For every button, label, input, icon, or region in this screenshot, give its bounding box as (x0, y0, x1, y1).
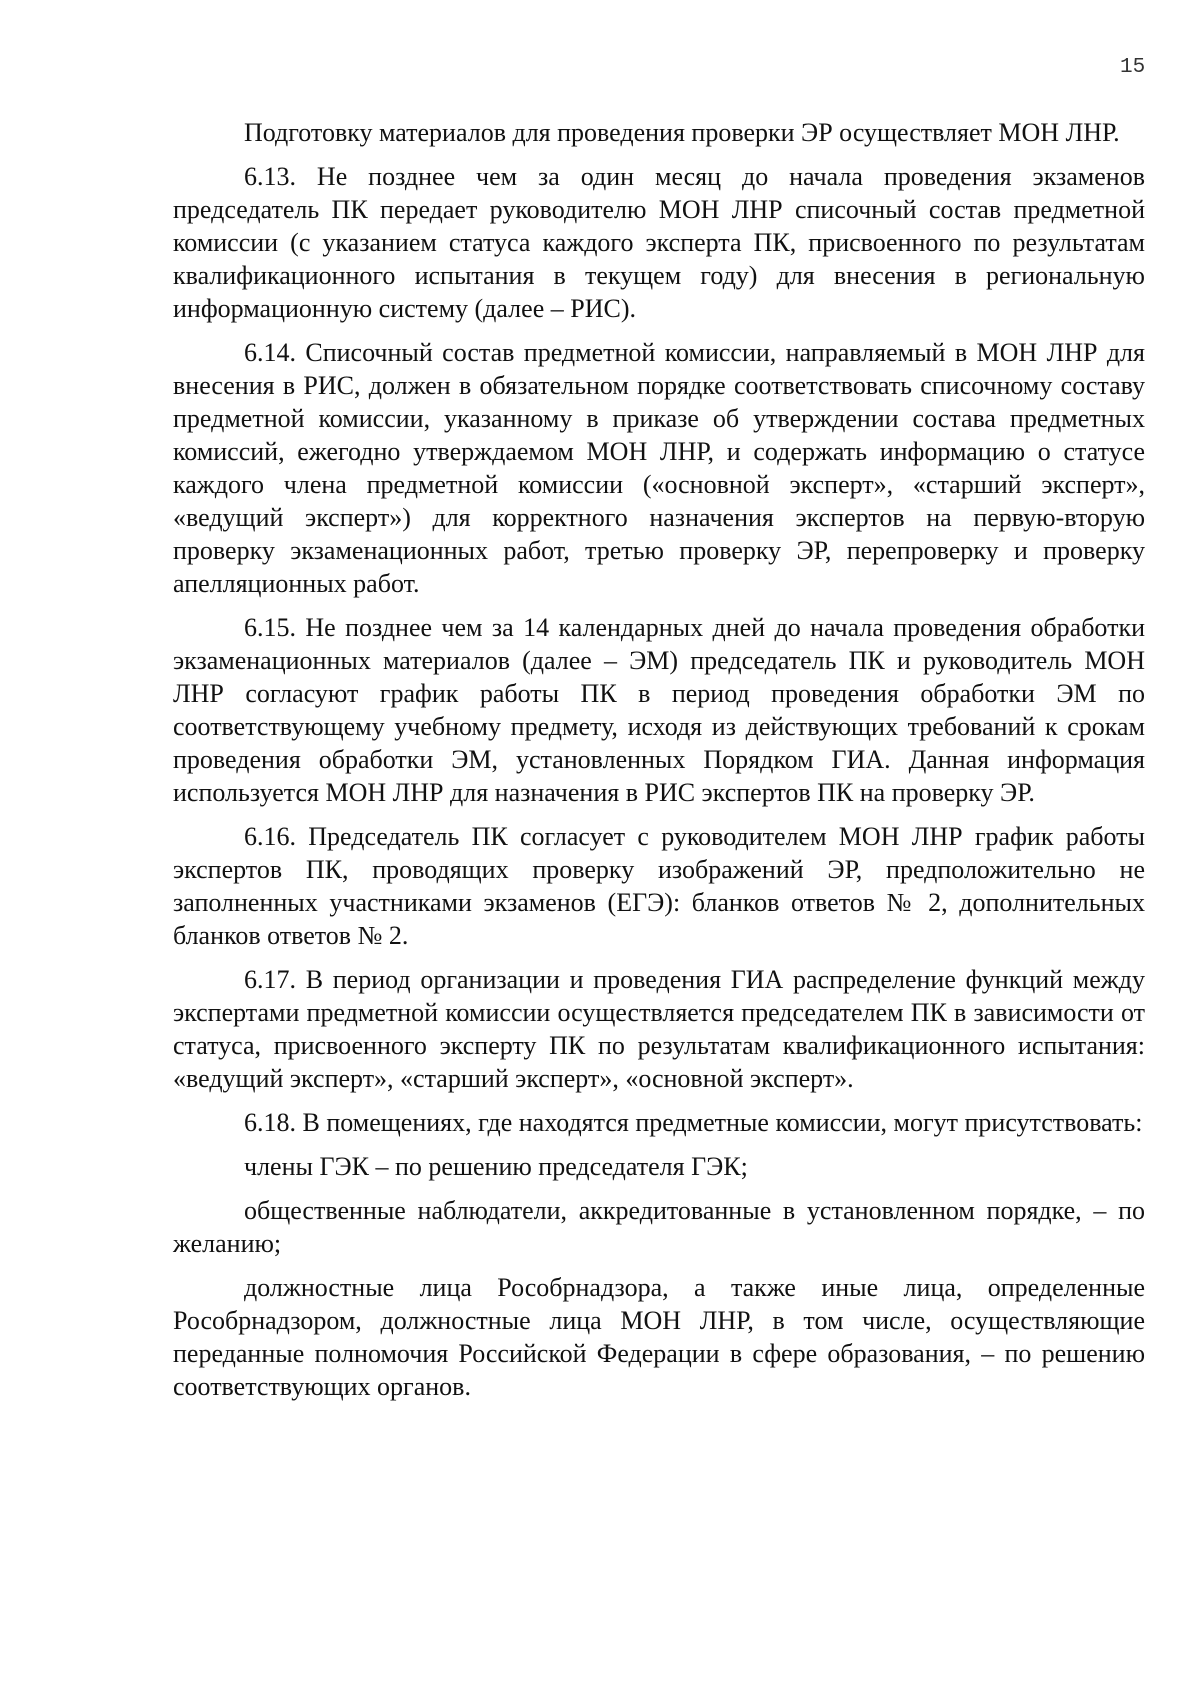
paragraph-intro: Подготовку материалов для проведения проверки ЭР осуществляет МОН ЛНР. (244, 118, 1120, 147)
paragraph-6-17: 6.17. В период организации и проведения ГИА распределение функций между экспертами предметной комиссии осуществляется председателем ПК в зависимости от статуса, присвоенного эксперту ПК по результатам квалификационного испытания: «ведущий эксперт», «старший эксперт», «основной эксперт». (173, 965, 1145, 1093)
paragraph-6-16: 6.16. Председатель ПК согласует с руководителем МОН ЛНР график работы экспертов ПК, проводящих проверку изображений ЭР, предположительно не заполненных участниками экзаменов (ЕГЭ): бланков ответов № 2, дополнительных бланков ответов № 2. (173, 822, 1145, 950)
page-number: 15 (1120, 56, 1146, 79)
paragraph-6-18: 6.18. В помещениях, где находятся предметные комиссии, могут присутствовать: (244, 1108, 1143, 1137)
list-item-public-observers: общественные наблюдатели, аккредитованные в установленном порядке, – по желанию; (173, 1196, 1145, 1258)
paragraph-6-13: 6.13. Не позднее чем за один месяц до начала проведения экзаменов председатель ПК передает руководителю МОН ЛНР списочный состав предметной комиссии (с указанием статуса каждого эксперта ПК, присвоенного по результатам квалификационного испытания в текущем году) для внесения в региональную информационную систему (далее – РИС). (173, 162, 1145, 323)
document-body (173, 116, 1145, 1414)
list-item-officials: должностные лица Рособрнадзора, а также иные лица, определенные Рособрнадзором, должностные лица МОН ЛНР, в том числе, осуществляющие переданные полномочия Российской Федерации в сфере образования, – по решению соответствующих органов. (173, 1273, 1145, 1401)
list-item-gek-members: члены ГЭК – по решению председателя ГЭК; (244, 1152, 748, 1181)
paragraph-6-14: 6.14. Списочный состав предметной комиссии, направляемый в МОН ЛНР для внесения в РИС, должен в обязательном порядке соответствовать списочному составу предметной комиссии, указанному в приказе об утверждении состава предметных комиссий, ежегодно утверждаемом МОН ЛНР, и содержать информацию о статусе каждого члена предметной комиссии («основной эксперт», «старший эксперт», «ведущий эксперт») для корректного назначения экспертов на первую-вторую проверку экзаменационных работ, третью проверку ЭР, перепроверку и проверку апелляционных работ. (173, 338, 1145, 598)
paragraph-6-15: 6.15. Не позднее чем за 14 календарных дней до начала проведения обработки экзаменационных материалов (далее – ЭМ) председатель ПК и руководитель МОН ЛНР согласуют график работы ПК в период проведения обработки ЭМ по соответствующему учебному предмету, исходя из действующих требований к срокам проведения обработки ЭМ, установленных Порядком ГИА. Данная информация используется МОН ЛНР для назначения в РИС экспертов ПК на проверку ЭР. (173, 613, 1145, 807)
